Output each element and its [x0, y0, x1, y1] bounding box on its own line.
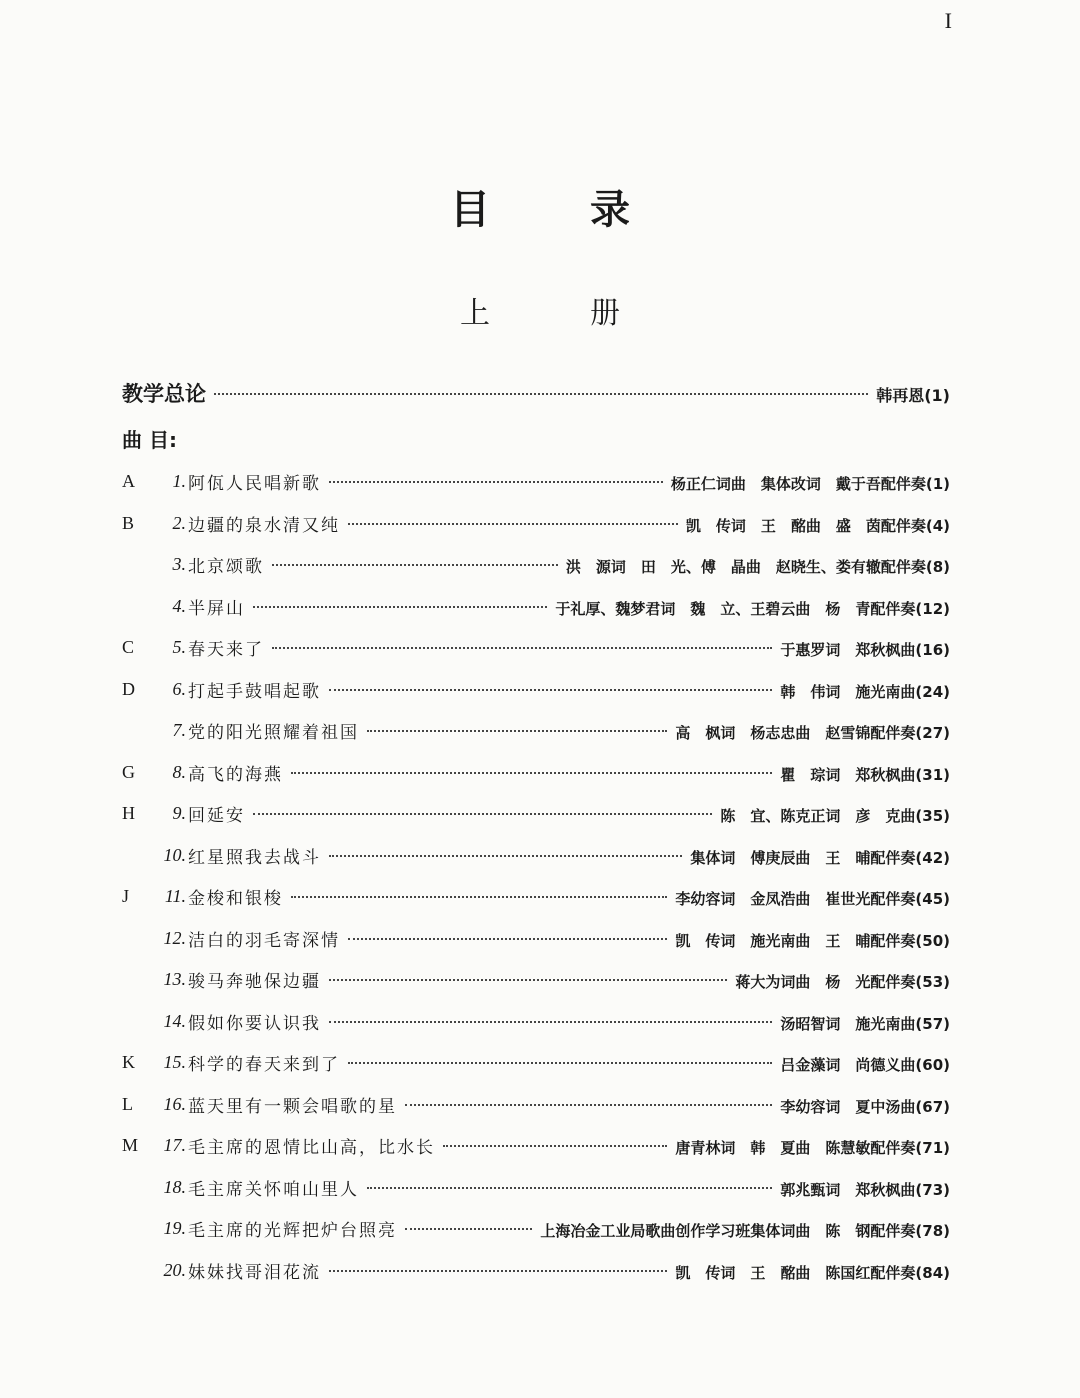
song-credits: 凯 传词 王 酩曲 盛 茵配伴奏(4) [685, 516, 950, 535]
dot-leader [272, 647, 772, 649]
toc-entry[interactable] [122, 627, 950, 669]
dot-leader [253, 606, 547, 608]
entry-number: 11. [164, 886, 186, 907]
toc-intro-entry[interactable] [122, 378, 950, 412]
entry-number: 7. [172, 720, 186, 741]
toc-entry[interactable] [122, 918, 950, 960]
song-credits: 洪 源词 田 光、傅 晶曲 赵晓生、娄有辙配伴奏(8) [565, 558, 950, 577]
entry-number: 1. [172, 471, 186, 492]
toc-entry[interactable] [122, 959, 950, 1001]
song-title: 洁白的羽毛寄深情 [188, 930, 340, 951]
song-credits: 凯 传词 王 酩曲 陈国红配伴奏(84) [675, 1263, 950, 1282]
entry-number: 12. [163, 927, 186, 948]
dot-leader [329, 855, 682, 857]
dot-leader [405, 1228, 532, 1230]
entry-number: 18. [163, 1176, 186, 1197]
toc-entry[interactable] [122, 835, 950, 877]
dot-leader [214, 393, 868, 395]
song-credits: 上海冶金工业局歌曲创作学习班集体词曲 陈 钢配伴奏(78) [540, 1222, 950, 1241]
entry-number: 13. [163, 969, 186, 990]
entry-number: 20. [163, 1259, 186, 1280]
toc-entry[interactable] [122, 710, 950, 752]
page-title: 目录 [450, 187, 730, 233]
index-letter: C [122, 637, 135, 658]
entry-number: 19. [163, 1218, 186, 1239]
dot-leader [253, 813, 712, 815]
dot-leader [348, 523, 678, 525]
dot-leader [348, 938, 667, 940]
song-credits: 汤昭智词 施光南曲(57) [780, 1014, 950, 1033]
toc-entry[interactable] [122, 1084, 950, 1126]
index-letter: L [122, 1093, 133, 1114]
dot-leader [291, 772, 772, 774]
toc-entry[interactable] [122, 1125, 950, 1167]
index-letter: M [122, 1135, 139, 1156]
song-credits: 陈 宜、陈克正词 彦 克曲(35) [720, 807, 950, 826]
dot-leader [405, 1104, 772, 1106]
song-title: 边疆的泉水清又纯 [188, 515, 340, 536]
song-title: 打起手鼓唱起歌 [188, 681, 321, 702]
song-credits: 唐青林词 韩 夏曲 陈慧敏配伴奏(71) [675, 1139, 950, 1158]
index-letter: G [122, 761, 135, 782]
toc-entry[interactable] [122, 461, 950, 503]
entry-number: 10. [163, 844, 186, 865]
entry-number: 6. [172, 678, 186, 699]
song-credits: 高 枫词 杨志忠曲 赵雪锦配伴奏(27) [675, 724, 950, 743]
entry-number: 8. [172, 761, 186, 782]
intro-author: 韩再恩(1) [876, 386, 950, 405]
entry-number: 9. [172, 803, 186, 824]
song-title: 高飞的海燕 [188, 764, 283, 785]
toc-entry[interactable] [122, 586, 950, 628]
song-credits: 蒋大为词曲 杨 光配伴奏(53) [735, 973, 950, 992]
intro-title: 教学总论 [122, 382, 206, 406]
song-title: 假如你要认识我 [188, 1013, 321, 1034]
song-title: 妹妹找哥泪花流 [188, 1262, 321, 1283]
dot-leader [329, 481, 663, 483]
song-title: 科学的春天来到了 [188, 1055, 340, 1076]
song-title: 阿佤人民唱新歌 [188, 474, 321, 495]
song-credits: 李幼容词 夏中汤曲(67) [780, 1097, 950, 1116]
entry-number: 4. [172, 595, 186, 616]
index-letter: B [122, 512, 135, 533]
toc-entry[interactable] [122, 669, 950, 711]
toc-list [122, 461, 950, 1291]
entry-number: 16. [163, 1093, 186, 1114]
song-credits: 吕金藻词 尚德义曲(60) [780, 1056, 950, 1075]
song-title: 红星照我去战斗 [188, 847, 321, 868]
song-title: 毛主席关怀咱山里人 [188, 1179, 359, 1200]
dot-leader [443, 1145, 667, 1147]
song-credits: 韩 伟词 施光南曲(24) [780, 682, 950, 701]
song-title: 北京颂歌 [188, 557, 264, 578]
song-title: 毛主席的光辉把炉台照亮 [188, 1221, 397, 1242]
song-title: 骏马奔驰保边疆 [188, 972, 321, 993]
song-credits: 李幼容词 金凤浩曲 崔世光配伴奏(45) [675, 890, 950, 909]
entry-number: 15. [163, 1052, 186, 1073]
toc-entry[interactable] [122, 544, 950, 586]
song-credits: 瞿 琮词 郑秋枫曲(31) [780, 765, 950, 784]
entry-number: 3. [172, 554, 186, 575]
toc-entry[interactable] [122, 1167, 950, 1209]
song-title: 金梭和银梭 [188, 889, 283, 910]
dot-leader [329, 689, 772, 691]
toc-entry[interactable] [122, 752, 950, 794]
song-credits: 于礼厚、魏梦君词 魏 立、王碧云曲 杨 青配伴奏(12) [555, 599, 950, 618]
index-letter: J [122, 886, 130, 907]
section-label: 曲 目: [122, 428, 177, 452]
entry-number: 2. [172, 512, 186, 533]
dot-leader [272, 564, 558, 566]
dot-leader [329, 1021, 772, 1023]
toc-entry[interactable] [122, 1250, 950, 1292]
dot-leader [348, 1062, 772, 1064]
index-letter: A [122, 471, 135, 492]
song-title: 春天来了 [188, 640, 264, 661]
song-credits: 凯 传词 施光南曲 王 晡配伴奏(50) [675, 931, 950, 950]
toc-entry[interactable] [122, 876, 950, 918]
entry-number: 5. [172, 637, 186, 658]
volume-title: 上册 [460, 296, 720, 331]
dot-leader [367, 730, 667, 732]
song-credits: 于惠罗词 郑秋枫曲(16) [780, 641, 950, 660]
page-number: I [944, 8, 952, 33]
song-title: 毛主席的恩情比山高，比水长 [188, 1138, 435, 1159]
index-letter: K [122, 1052, 135, 1073]
song-credits: 集体词 傅庚辰曲 王 晡配伴奏(42) [690, 848, 950, 867]
song-credits: 杨正仁词曲 集体改词 戴于吾配伴奏(1) [670, 475, 950, 494]
song-title: 蓝天里有一颗会唱歌的星 [188, 1096, 397, 1117]
dot-leader [329, 979, 727, 981]
toc-entry[interactable] [122, 793, 950, 835]
song-credits: 郭兆甄词 郑秋枫曲(73) [780, 1180, 950, 1199]
song-title: 党的阳光照耀着祖国 [188, 723, 359, 744]
dot-leader [367, 1187, 772, 1189]
song-title: 半屏山 [188, 598, 245, 619]
toc-entry[interactable] [122, 1208, 950, 1250]
song-title: 回延安 [188, 806, 245, 827]
entry-number: 17. [163, 1135, 186, 1156]
dot-leader [329, 1270, 667, 1272]
dot-leader [291, 896, 667, 898]
toc-entry[interactable] [122, 1042, 950, 1084]
toc-entry[interactable] [122, 503, 950, 545]
toc-entry[interactable] [122, 1001, 950, 1043]
entry-number: 14. [163, 1010, 186, 1031]
index-letter: H [122, 803, 135, 824]
index-letter: D [122, 678, 135, 699]
